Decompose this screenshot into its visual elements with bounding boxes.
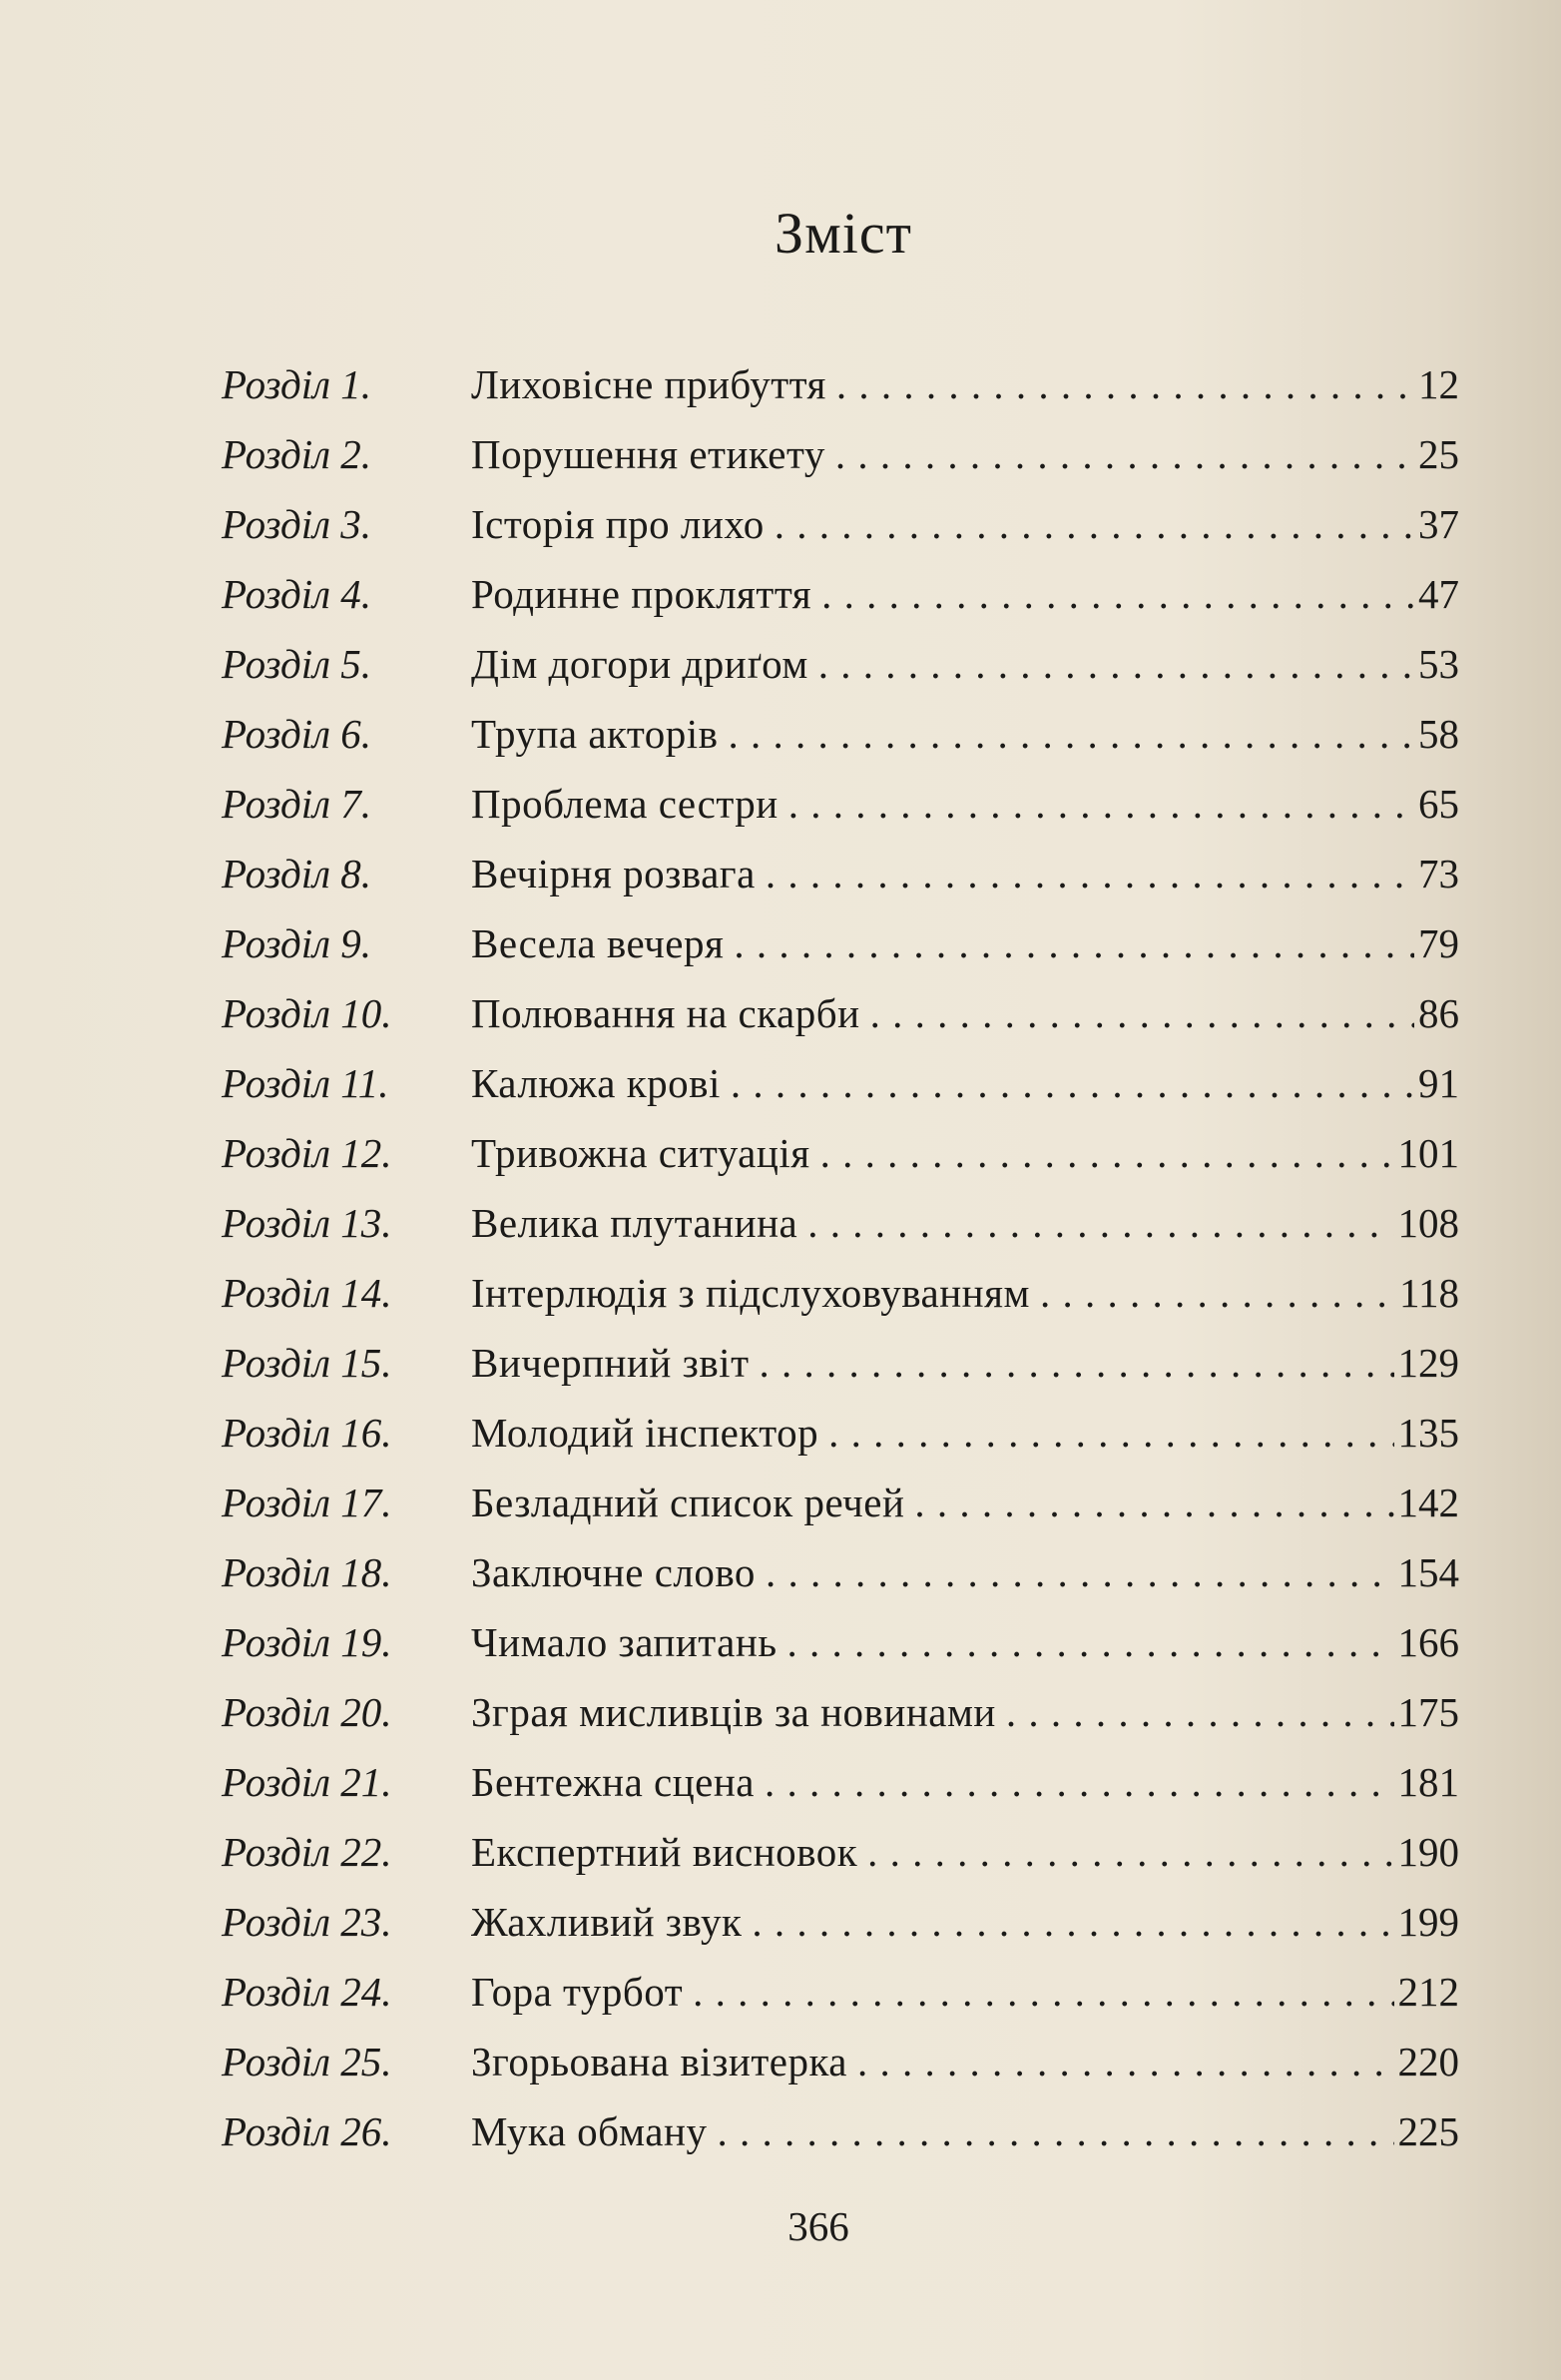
chapter-title: Калюжа крові (471, 1060, 721, 1106)
chapter-label: Розділ 24. (222, 1969, 392, 2015)
chapter-label: Розділ 17. (222, 1480, 392, 1525)
chapter-label: Розділ 6. (222, 711, 371, 757)
toc-entry (222, 1328, 1459, 1398)
chapter-label: Розділ 12. (222, 1130, 392, 1176)
chapter-page: 53 (1418, 641, 1459, 687)
chapter-title: Родинне прокляття (471, 571, 812, 617)
toc-entry (222, 1887, 1459, 1957)
chapter-label: Розділ 4. (222, 571, 371, 617)
toc-entry (222, 629, 1459, 699)
dot-leader (760, 1328, 1394, 1398)
toc-entry (222, 1747, 1459, 1817)
dot-leader (818, 629, 1414, 699)
chapter-label: Розділ 23. (222, 1899, 392, 1945)
chapter-title: Заключне слово (471, 1549, 756, 1595)
chapter-title: Лиховісне прибуття (471, 361, 826, 407)
chapter-page: 12 (1418, 361, 1459, 407)
chapter-page: 25 (1418, 431, 1459, 477)
toc-entry (222, 839, 1459, 908)
dot-leader (788, 769, 1414, 839)
dot-leader (857, 2027, 1394, 2096)
chapter-page: 118 (1399, 1270, 1459, 1316)
chapter-page: 129 (1397, 1340, 1459, 1386)
dot-leader (870, 978, 1414, 1048)
toc-entry (222, 1468, 1459, 1537)
chapter-label: Розділ 22. (222, 1829, 392, 1875)
dot-leader (752, 1887, 1393, 1957)
chapter-label: Розділ 20. (222, 1689, 392, 1735)
chapter-label: Розділ 26. (222, 2108, 392, 2154)
chapter-page: 166 (1397, 1619, 1459, 1665)
toc-entry (222, 1188, 1459, 1258)
chapter-page: 86 (1418, 990, 1459, 1036)
chapter-title: Вечірня розвага (471, 851, 756, 896)
chapter-label: Розділ 13. (222, 1200, 392, 1246)
table-of-contents (222, 349, 1459, 2166)
chapter-title: Чимало запитань (471, 1619, 778, 1665)
chapter-title: Інтерлюдія з підслуховуванням (471, 1270, 1030, 1316)
chapter-title: Гора турбот (471, 1969, 684, 2015)
toc-entry (222, 978, 1459, 1048)
chapter-page: 175 (1397, 1689, 1459, 1735)
chapter-title: Згорьована візитерка (471, 2039, 847, 2084)
dot-leader (1006, 1677, 1394, 1747)
chapter-page: 108 (1397, 1200, 1459, 1246)
chapter-label: Розділ 11. (222, 1060, 389, 1106)
chapter-page: 79 (1418, 920, 1459, 966)
chapter-label: Розділ 9. (222, 920, 371, 966)
dot-leader (729, 699, 1414, 769)
chapter-page: 101 (1397, 1130, 1459, 1176)
toc-entry (222, 489, 1459, 559)
chapter-title: Велика плутанина (471, 1200, 798, 1246)
chapter-label: Розділ 21. (222, 1759, 392, 1805)
chapter-title: Молодий інспектор (471, 1410, 819, 1456)
chapter-label: Розділ 16. (222, 1410, 392, 1456)
chapter-page: 135 (1397, 1410, 1459, 1456)
chapter-page: 154 (1397, 1549, 1459, 1595)
page-title: Зміст (775, 201, 912, 266)
chapter-label: Розділ 15. (222, 1340, 392, 1386)
chapter-title: Тривожна ситуація (471, 1130, 810, 1176)
dot-leader (765, 1747, 1394, 1817)
chapter-title: Вичерпний звіт (471, 1340, 750, 1386)
toc-entry (222, 1048, 1459, 1118)
dot-leader (775, 489, 1414, 559)
toc-entry (222, 419, 1459, 489)
chapter-page: 47 (1418, 571, 1459, 617)
dot-leader (787, 1607, 1394, 1677)
chapter-page: 91 (1418, 1060, 1459, 1106)
dot-leader (820, 1118, 1394, 1188)
chapter-title: Зграя мисливців за новинами (471, 1689, 996, 1735)
dot-leader (807, 1188, 1393, 1258)
dot-leader (867, 1817, 1393, 1887)
toc-entry (222, 559, 1459, 629)
chapter-page: 65 (1418, 781, 1459, 827)
chapter-title: Експертний висновок (471, 1829, 858, 1875)
toc-entry (222, 1258, 1459, 1328)
toc-entry (222, 908, 1459, 978)
chapter-page: 199 (1397, 1899, 1459, 1945)
toc-entry (222, 1118, 1459, 1188)
chapter-title: Бентежна сцена (471, 1759, 755, 1805)
chapter-title: Трупа акторів (471, 711, 719, 757)
chapter-page: 190 (1397, 1829, 1459, 1875)
chapter-label: Розділ 7. (222, 781, 371, 827)
toc-entry (222, 2027, 1459, 2096)
toc-entry (222, 1398, 1459, 1468)
chapter-label: Розділ 19. (222, 1619, 392, 1665)
toc-entry (222, 769, 1459, 839)
chapter-label: Розділ 5. (222, 641, 371, 687)
chapter-label: Розділ 18. (222, 1549, 392, 1595)
chapter-title: Безладний список речей (471, 1480, 905, 1525)
chapter-label: Розділ 25. (222, 2039, 392, 2084)
dot-leader (1040, 1258, 1395, 1328)
chapter-title: Мука обману (471, 2108, 708, 2154)
chapter-label: Розділ 14. (222, 1270, 392, 1316)
chapter-label: Розділ 1. (222, 361, 371, 407)
chapter-title: Історія про лихо (471, 501, 765, 547)
chapter-title: Полювання на скарби (471, 990, 860, 1036)
chapter-page: 142 (1397, 1480, 1459, 1525)
toc-entry (222, 699, 1459, 769)
chapter-page: 212 (1397, 1969, 1459, 2015)
toc-entry (222, 1817, 1459, 1887)
toc-entry (222, 1537, 1459, 1607)
toc-entry (222, 1607, 1459, 1677)
chapter-title: Порушення етикету (471, 431, 825, 477)
page-number: 366 (787, 2203, 849, 2249)
dot-leader (766, 839, 1414, 908)
dot-leader (914, 1468, 1393, 1537)
chapter-title: Весела вечеря (471, 920, 725, 966)
chapter-title: Жахливий звук (471, 1899, 743, 1945)
dot-leader (835, 419, 1414, 489)
dot-leader (693, 1957, 1393, 2027)
toc-entry (222, 2096, 1459, 2166)
dot-leader (766, 1537, 1394, 1607)
chapter-page: 225 (1397, 2108, 1459, 2154)
chapter-label: Розділ 8. (222, 851, 371, 896)
chapter-title: Дім догори дриґом (471, 641, 808, 687)
chapter-page: 73 (1418, 851, 1459, 896)
dot-leader (734, 908, 1414, 978)
chapter-page: 37 (1418, 501, 1459, 547)
chapter-page: 181 (1397, 1759, 1459, 1805)
toc-entry (222, 349, 1459, 419)
dot-leader (836, 349, 1414, 419)
dot-leader (717, 2096, 1393, 2166)
dot-leader (731, 1048, 1414, 1118)
chapter-title: Проблема сестри (471, 781, 779, 827)
chapter-page: 220 (1397, 2039, 1459, 2084)
dot-leader (828, 1398, 1393, 1468)
chapter-label: Розділ 2. (222, 431, 371, 477)
chapter-label: Розділ 3. (222, 501, 371, 547)
dot-leader (821, 559, 1414, 629)
chapter-page: 58 (1418, 711, 1459, 757)
chapter-label: Розділ 10. (222, 990, 392, 1036)
toc-entry (222, 1677, 1459, 1747)
toc-entry (222, 1957, 1459, 2027)
